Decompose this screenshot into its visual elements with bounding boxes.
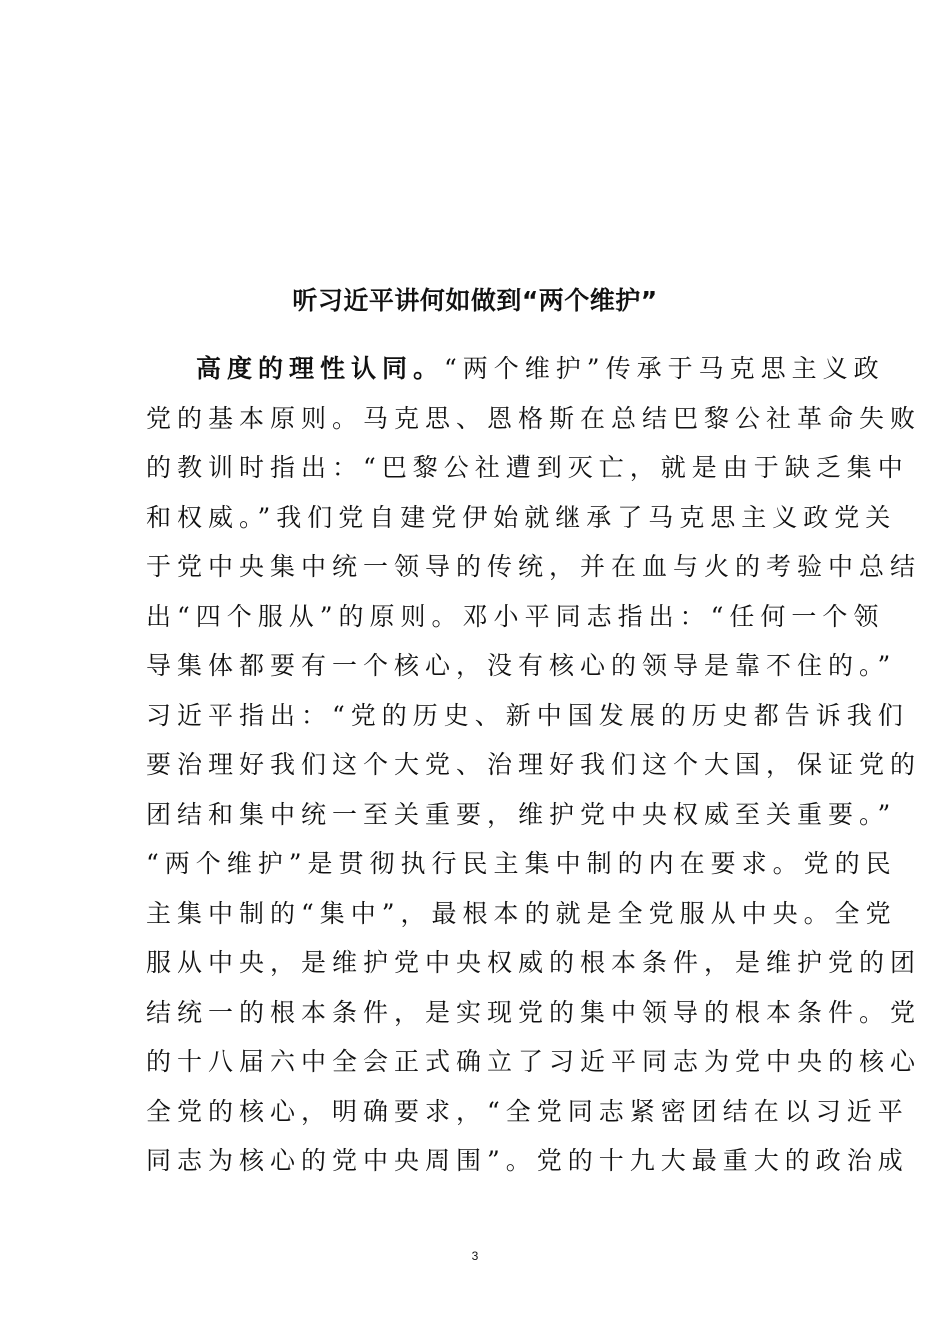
text-line: 的教训时指出：“巴黎公社遭到灭亡，就是由于缺乏集中 [146,453,909,482]
text-line: 服从中央，是维护党中央权威的根本条件，是维护党的团 [146,948,922,977]
text-line: 要治理好我们这个大党、治理好我们这个大国，保证党的 [146,750,922,779]
text-line: 结统一的根本条件，是实现党的集中领导的根本条件。党 [146,997,922,1027]
document-title: 听习近平讲何如做到“两个维护” [292,286,658,315]
text-line: 出“四个服从”的原则。邓小平同志指出：“任何一个领 [146,601,885,631]
text-line: 主集中制的“集中”，最根本的就是全党服从中央。全党 [146,898,897,928]
text-line: 于党中央集中统一领导的传统，并在血与火的考验中总结 [146,552,922,581]
text-line: 导集体都要有一个核心，没有核心的领导是靠不住的。” [146,651,897,680]
first-line-text: “两个维护”传承于马克思主义政 [444,354,885,383]
body-paragraph [146,344,922,1186]
text-line: 同志为核心的党中央周围”。党的十九大最重大的政治成 [146,1146,909,1175]
text-line: 团结和集中统一至关重要，维护党中央权威至关重要。” [146,799,897,829]
page-number: 3 [471,1249,479,1263]
paragraph-first-line [146,344,885,394]
text-line: “两个维护”是贯彻执行民主集中制的内在要求。党的民 [146,849,897,878]
text-line: 和权威。”我们党自建党伊始就继承了马克思主义政党关 [146,502,897,532]
text-line: 党的基本原则。马克思、恩格斯在总结巴黎公社革命失败 [146,403,922,433]
text-line: 习近平指出：“党的历史、新中国发展的历史都告诉我们 [146,700,909,730]
text-line: 的十八届六中全会正式确立了习近平同志为党中央的核心 [146,1047,922,1076]
text-line: 全党的核心，明确要求，“全党同志紧密团结在以习近平 [146,1096,909,1126]
lead-phrase: 高度的理性认同。 [196,354,445,383]
